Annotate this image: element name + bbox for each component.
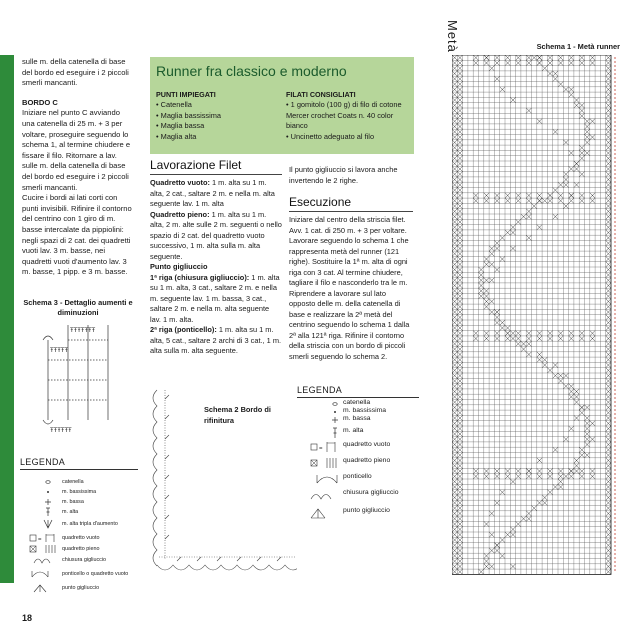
empty-square-icon [297, 441, 339, 453]
bordo-c-body-2: Cucire i bordi ai lati corti con punti invisibili. Rifinire il contorno del centrino con 1 giro di m. basse intercalate da pippiolini: negli spazi di 2 cat. dei quadretti vuoti lav. 3 m. basse, nei quadretti vuoti d'aumento lav. 3 m. basse, 1 pipp. e 3 m. basse. [22, 193, 132, 277]
legend-row: m. alta tripla d'aumento [20, 519, 138, 529]
small-dot-icon [20, 487, 60, 497]
legend-row: m. bassissima [20, 487, 138, 497]
legend-row: punto gigliuccio [20, 583, 138, 593]
bordo-c-body: Iniziare nel punto C avviando una catenella di 25 m. + 3 per voltare, proseguire seguendo lo schema 1, al termine chiudere e fissare il filo. Ritornare a lav. sulle m. della catenella di base del bordo ed eseguire i 2 piccoli smerli mancanti. [22, 108, 131, 192]
svg-text:=: = [319, 446, 323, 452]
svg-text:ŦŦŦŦŦ: ŦŦŦŦŦ [50, 347, 69, 354]
full-square-icon [20, 544, 60, 554]
punti-list [156, 100, 274, 142]
list-item: • Uncinetto adeguato al filo [286, 132, 410, 143]
arc-icon [20, 555, 60, 565]
schema2-title: Schema 2 Bordo di rifinitura [204, 405, 271, 425]
esecuzione-body: Iniziare dal centro della striscia filet. Avv. 1 cat. di 250 m. + 3 per voltare. Lavorare seguendo lo schema 1 che rappresenta metà del runner (121 righe). Sostituire la 1ª m. alta di ogni riga con 3 cat. Al termine chiudere, tagliare il filo e nasconderlo tra le m. Riprendere a lavorare sul lato opposto delle m. della catenella di base e realizzare la 2ª metà del centrino seguendo lo schema 1 dalla 2ª alla 121ª riga. Rifinire il contorno della striscia con un bordo di piccoli smerli seguendo lo schema 2. [289, 215, 410, 361]
list-item: • Maglia bassissima [156, 111, 274, 122]
filet-grid [452, 55, 616, 575]
plus-icon [297, 415, 339, 427]
full-square-icon [297, 457, 339, 469]
legend-large-title: LEGENDA [297, 385, 419, 398]
header-box [150, 57, 414, 154]
arc-icon [297, 489, 339, 501]
shell-icon [20, 583, 60, 593]
svg-text:ŦŦŦŦŦŦŦ: ŦŦŦŦŦŦŦ [70, 327, 96, 334]
plus-icon [20, 497, 60, 507]
lavorazione-column [150, 158, 282, 357]
t-icon [20, 507, 60, 517]
filati-list [286, 100, 410, 142]
dot-icon [20, 477, 60, 487]
legend-large: LEGENDA catenella m. bassissima m. bassa m. alta = quadretto vuoto quadretto pieno ponticello chiusura gigliuccio punto gigliuccio [297, 385, 419, 398]
grid-lines [452, 55, 611, 574]
legend-row: catenella [20, 477, 138, 487]
punti-heading: PUNTI IMPIEGATI [156, 90, 216, 99]
list-item: • Catenella [156, 100, 274, 111]
list-item: • Maglia alta [156, 132, 274, 143]
bordo-c-heading: BORDO C [22, 97, 58, 107]
schema3-diagram [38, 320, 118, 440]
riga-1-text: 1ª riga (chiusura gigliuccio): 1 m. alta su 1 m. alta, 3 cat., saltare 2 m. e nella m. seguente lav. 1 m. bassa, 3 cat., saltare 2 m. e nella m. alta seguente lav. 1 m. alta. [150, 272, 280, 324]
legend-row: m. alta [20, 507, 138, 517]
legend-row: = quadretto vuoto [20, 533, 138, 543]
quadretto-pieno-text: Quadretto pieno: 1 m. alta su 1 m. alta, 2 m. alte sulle 2 m. seguenti o nello spazio di 2 cat. del quadretto vuoto successivo, 1 m. alta sulla m. alta seguente. [150, 209, 282, 261]
legend-row: ponticello o quadretto vuoto [20, 569, 138, 579]
picot-icon [20, 569, 60, 579]
schema3-title: Schema 3 - Dettaglio aumenti e diminuzioni [23, 298, 133, 317]
meta-side-label: Metà [445, 20, 460, 53]
legend-small [20, 457, 138, 591]
lavorazione-heading: Lavorazione Filet [150, 158, 282, 175]
schema1-title: Schema 1 - Metà runner [536, 42, 620, 51]
filati-heading: FILATI CONSIGLIATI [286, 90, 356, 99]
esecuzione-heading: Esecuzione [289, 195, 413, 212]
svg-text:=: = [38, 537, 42, 543]
svg-text:ŦŦŦŦŦŦ: ŦŦŦŦŦŦ [50, 427, 72, 434]
esecuzione-column [289, 165, 413, 362]
gigliuccio-note: Il punto gigliuccio si lavora anche invertendo le 2 righe. [289, 165, 398, 185]
picot-icon [297, 473, 339, 485]
riga-2-text: 2ª riga (ponticello): 1 m. alta su 1 m. alta, 5 cat., saltare 2 archi di 3 cat., 1 m. alta sulla m. alta seguente. [150, 325, 282, 355]
empty-square-icon [20, 533, 60, 543]
t-icon [297, 427, 339, 439]
page-number: 18 [22, 613, 33, 623]
quadretto-vuoto-text: Quadretto vuoto: 1 m. alta su 1 m. alta, 2 cat., saltare 2 m. e nella m. alta seguente lav. 1 m. alta [150, 178, 275, 208]
legend-row: m. bassa [20, 497, 138, 507]
shell-icon [297, 507, 339, 519]
green-side-bar [0, 55, 14, 583]
page-title: Runner fra classico e moderno [156, 63, 347, 79]
left-column [22, 57, 134, 278]
intro-text: sulle m. della catenella di base del bordo ed eseguire i 2 piccoli smerli mancanti. [22, 57, 129, 88]
legend-row: chiusura gigliuccio [20, 555, 138, 565]
list-item: • Maglia bassa [156, 121, 274, 132]
punto-gigliuccio-heading: Punto gigliuccio [150, 262, 208, 271]
triple-t-icon [20, 519, 60, 529]
legend-row: quadretto pieno [20, 544, 138, 554]
list-item: • 1 gomitolo (100 g) di filo di cotone Mercer crochet Coats n. 40 color bianco [286, 100, 410, 132]
legend-small-title: LEGENDA [20, 457, 138, 470]
